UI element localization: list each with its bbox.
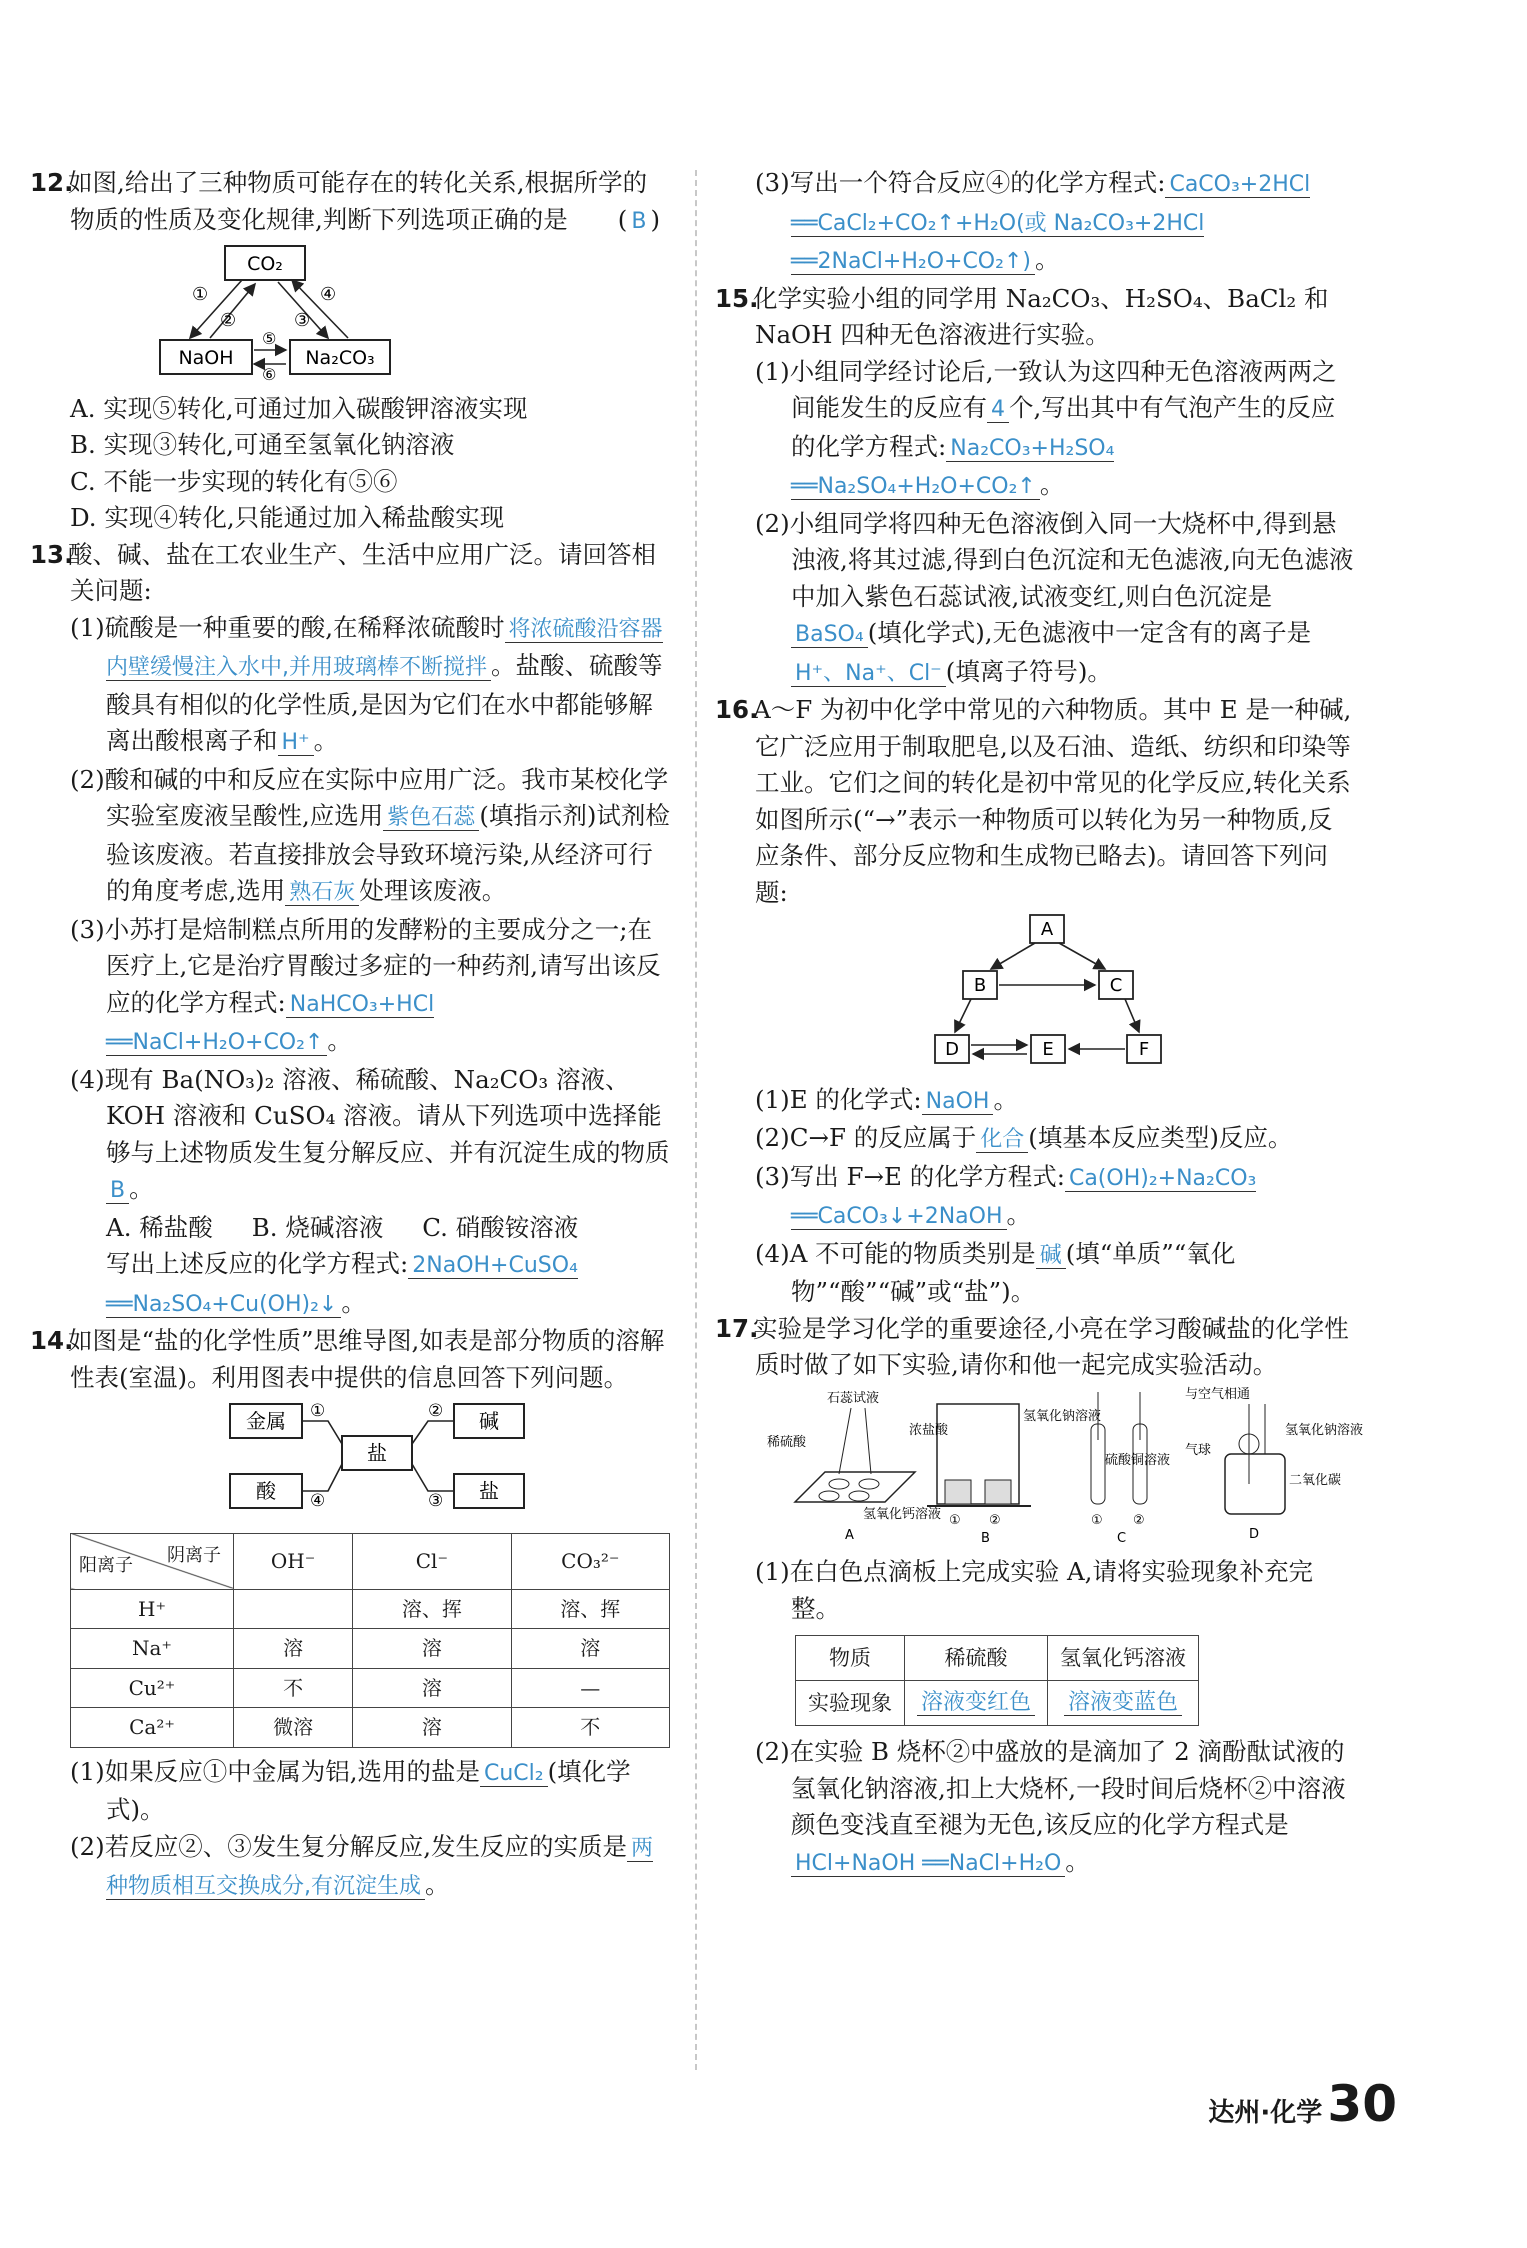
label-3: ③ [428,1491,444,1511]
part-2-text-c: (填离子符号)。 [945,656,1112,686]
question-number: 15. [715,283,759,313]
answer-2: BaSO₄ [791,622,868,648]
answer-1: NaOH [922,1089,994,1115]
option-a: A. 实现⑤转化,可通过加入碳酸钾溶液实现 [70,393,528,423]
litmus-label: 石蕊试液 [827,1390,880,1406]
header-cl: Cl⁻ [353,1533,511,1589]
answer-caoh: 溶液变蓝色 [1064,1690,1182,1716]
co2-label: 二氧化碳 [1289,1472,1342,1488]
punct: 。 [313,726,339,755]
part-1-text: (1)E 的化学式: [755,1084,922,1114]
question-17 [715,1311,1364,1883]
label-c: C [1117,1530,1127,1546]
cell: 不 [511,1708,669,1748]
phenomenon-table [795,1635,1199,1726]
question-number: 13. [30,539,74,569]
question-16 [715,692,1355,1311]
answer-3: CaCO₃+2HCl ══CaCl₂+CO₂↑+H₂O(或 Na₂CO₃+2HCl ══2NaCl+H₂O+CO₂↑) [791,172,1311,274]
label-3: ③ [294,310,311,331]
experiment-a [767,1390,941,1543]
balloon-label: 气球 [1185,1442,1212,1458]
option-b: B. 实现③转化,可通至氢氧化钠溶液 [70,430,455,459]
answer-1b: Na₂CO₃+H₂SO₄ ══Na₂SO₄+H₂O+CO₂↑ [791,435,1115,499]
tube-1: ① [1091,1512,1103,1528]
part-1-text-b: 个,写出其中有气泡产生的反应的化学方程式: [791,393,1336,461]
arrow-c-f [1125,999,1139,1032]
answer-3: NaHCO₃+HCl ══NaCl+H₂O+CO₂↑ [106,991,435,1055]
cuso4-label: 硫酸铜溶液 [1105,1452,1171,1468]
cell: 溶 [353,1668,511,1708]
part-1-text: (1)小组同学经讨论后,一致认为这四种无色溶液两两之间能发生的反应有 [755,356,1337,422]
header-caoh: 氢氧化钙溶液 [1048,1636,1199,1681]
cell: 溶、挥 [511,1589,669,1629]
option-d: D. 实现④转化,只能通过加入稀盐酸实现 [70,503,505,532]
question-14-continued [755,165,1355,281]
answer: B [631,208,647,234]
cell: 溶 [511,1629,669,1669]
answer-1: 4 [987,397,1009,423]
beaker-1: ① [949,1512,961,1528]
option-c: C. 不能一步实现的转化有⑤⑥ [70,466,398,496]
footer-label: 达州·化学 [1208,2098,1323,2128]
label-1: ① [192,284,209,305]
answer-2b: 熟石灰 [285,880,359,906]
punct: 。 [1034,245,1060,274]
ion: Cu²⁺ [71,1668,234,1708]
label-5: ⑤ [262,329,277,348]
header-co3: CO₃²⁻ [511,1533,669,1589]
answer-2: 化合 [976,1127,1028,1153]
part-4-text: (4)现有 Ba(NO₃)₂ 溶液、稀硫酸、Na₂CO₃ 溶液、KOH 溶液和 CuSO₄ 溶液。请从下列选项中选择能够与上述物质发生复分解反应、并有沉淀生成的物质 [70,1064,670,1167]
experiment-c [1091,1392,1170,1546]
node-c: C [1109,975,1123,996]
answer-acid: 溶液变红色 [917,1690,1035,1716]
question-stem: A～F 为初中化学中常见的六种物质。其中 E 是一种碱,它广泛应用于制取肥皂,以及石油、造纸、纺织和印染等工业。它们之间的转化是初中常见的化学反应,转化关系如图所示(“→”表示一种物质可以转化为另一种物质,反应条件、部分反应物和生成物已略去)。请回答下列问题: [753,695,1352,907]
node-f: F [1138,1039,1150,1060]
answer-1: CuCl₂ [480,1761,548,1787]
question-number: 14. [30,1326,74,1355]
header-oh: OH⁻ [234,1533,353,1589]
conversion-diagram-af [755,911,1355,1071]
table-row [71,1589,670,1629]
answer-4b: 2NaOH+CuSO₄ ══Na₂SO₄+Cu(OH)₂↓ [106,1253,578,1317]
label-4: ④ [310,1491,326,1511]
node-e: E [1042,1039,1054,1060]
table-row [71,1708,670,1748]
corner-bottom: 阳离子 [79,1555,133,1576]
label-b: B [981,1530,990,1546]
row-phenomenon: 实验现象 [796,1681,905,1726]
part-4-text: (4)A 不可能的物质类别是 [755,1238,1036,1268]
na2co3-label: Na₂CO₃ [305,347,375,369]
answer-4: 碱 [1036,1243,1066,1269]
cell: 溶 [353,1708,511,1748]
arrow-b-d [955,999,971,1032]
right-column [715,165,1364,1882]
label-2: ② [428,1401,444,1421]
part-1-text-b: 。盐酸、硫酸等酸具有相似的化学性质,是因为它们在水中都能够解离出酸根离子和 [106,651,663,755]
cell: 溶、挥 [353,1589,511,1629]
punct: 。 [341,1287,366,1317]
header-substance: 物质 [796,1636,905,1681]
acid-label: 酸 [256,1479,276,1503]
option-a: A. 稀盐酸 [106,1212,213,1242]
question-number: 17. [715,1313,759,1343]
salt-mind-map [70,1396,670,1516]
solubility-table [70,1533,670,1748]
part-2-text: (2)若反应②、③发生复分解反应,发生反应的实质是 [70,1831,627,1861]
arrow-a-b [991,943,1035,969]
punct: 。 [1039,470,1065,499]
page-footer [1208,2075,1397,2133]
option-c: C. 硝酸铵溶液 [422,1212,579,1242]
link-3 [412,1464,454,1491]
part-2-text-c: 处理该废液。 [359,876,507,905]
answer-1b: H⁺ [278,730,314,756]
left-column [30,165,670,1906]
part-1-text: (1)在白色点滴板上完成实验 A,请将实验现象补充完整。 [755,1557,1313,1623]
node-a: A [1040,919,1054,940]
label-6: ⑥ [262,365,277,384]
naoh-label: NaOH [178,347,234,369]
part-4-text-c: 写出上述反应的化学方程式: [106,1249,409,1278]
label-d: D [1249,1526,1260,1542]
part-2-text-b: (填化学式),无色滤液中一定含有的离子是 [867,618,1312,647]
table-row [71,1668,670,1708]
part-2-text: (2)小组同学将四种无色溶液倒入同一大烧杯中,得到悬浊液,将其过滤,得到白色沉淀和无色滤液,向无色滤液中加入紫色石蕊试液,试液变红,则白色沉淀是 [755,508,1354,611]
experiment-d [1185,1386,1363,1542]
link-2 [412,1421,454,1444]
cell: 不 [234,1668,353,1708]
part-2-text: (2)在实验 B 烧杯②中盛放的是滴加了 2 滴酚酞试液的氢氧化钠溶液,扣上大烧杯,一段时间后烧杯②中溶液颜色变浅直至褪为无色,该反应的化学方程式是 [755,1737,1346,1839]
naoh-b-label: 氢氧化钠溶液 [1023,1408,1102,1424]
part-2-text-b: (填基本反应类型)反应。 [1028,1123,1293,1152]
question-stem: 如图,给出了三种物质可能存在的转化关系,根据所学的物质的性质及变化规律,判断下列选项正确的是 [68,168,648,234]
cell: 微溶 [234,1708,353,1748]
ion: Na⁺ [71,1629,234,1669]
label-a: A [845,1527,854,1543]
experiment-figure [755,1384,1364,1546]
salt-label: 盐 [479,1479,499,1503]
cell [234,1589,353,1629]
cell: 溶 [353,1629,511,1669]
tube-2: ② [1133,1512,1145,1528]
conversion-diagram [70,240,670,384]
answer-3: Ca(OH)₂+Na₂CO₃ ══CaCO₃↓+2NaOH [791,1165,1257,1229]
link-1 [302,1421,342,1444]
node-d: D [945,1039,959,1060]
header-acid: 稀硫酸 [905,1636,1048,1681]
punct: 。 [993,1084,1018,1114]
question-stem: 如图是“盐的化学性质”思维导图,如表是部分物质的溶解性表(室温)。利用图表中提供的信息回答下列问题。 [68,1326,665,1392]
column-divider [695,170,697,2070]
part-2-text-b: (填指示剂)试剂检验该废液。若直接排放会导致环境污染,从经济可行的角度考虑,选用 [106,801,670,905]
punct: 。 [327,1026,352,1055]
question-stem: 酸、碱、盐在工农业生产、生活中应用广泛。请回答相关问题: [68,539,656,605]
naoh-d-label: 氢氧化钠溶液 [1285,1422,1364,1438]
punct: 。 [1065,1846,1090,1876]
question-14 [30,1323,670,1906]
page-number: 30 [1327,2075,1397,2133]
question-number: 12. [30,168,74,197]
option-b: B. 烧碱溶液 [251,1212,384,1242]
cell: — [511,1668,669,1708]
node-b: B [973,975,987,996]
part-4-text-b: (填“单质”“氧化物”“酸”“碱”或“盐”)。 [791,1238,1236,1306]
label-2: ② [220,310,237,331]
part-2-text: (2)酸和碱的中和反应在实际中应用广泛。我市某校化学实验室废液呈酸性,应选用 [70,764,669,830]
ion: H⁺ [71,1589,234,1629]
metal-label: 金属 [246,1409,286,1433]
part-1-text-b: (填化学式)。 [106,1756,631,1824]
answer-1: 将浓硫酸沿容器内壁缓慢注入水中,并用玻璃棒不断搅拌 [106,616,663,680]
corner-cell [71,1533,234,1589]
conc-hcl-label: 浓盐酸 [909,1422,949,1438]
label-1: ① [310,1401,326,1421]
caoh-label: 氢氧化钙溶液 [863,1506,942,1522]
question-stem: 实验是学习化学的重要途径,小亮在学习酸碱盐的化学性质时做了如下实验,请你和他一起完成实验活动。 [753,1313,1349,1379]
experiment-b [909,1404,1101,1546]
air-label: 与空气相通 [1185,1386,1251,1402]
part-2-text: (2)C→F 的反应属于 [755,1123,977,1152]
question-number: 16. [715,695,759,724]
question-15 [715,281,1355,693]
cell: 溶 [234,1629,353,1669]
link-4 [302,1464,342,1491]
part-3-text: (3)小苏打是焙制糕点所用的发酵粉的主要成分之一;在医疗上,它是治疗胃酸过多症的一种药剂,请写出该反应的化学方程式: [70,914,661,1017]
part-1-text: (1)如果反应①中金属为铝,选用的盐是 [70,1756,480,1786]
answer-2b: H⁺、Na⁺、Cl⁻ [791,661,946,687]
label-4: ④ [320,284,337,305]
beaker-2: ② [989,1512,1001,1528]
part-3-text: (3)写出一个符合反应④的化学方程式: [755,168,1166,197]
table-row [71,1629,670,1669]
question-13 [30,537,670,1324]
co2-label: CO₂ [247,253,283,275]
question-12: 12.如图,给出了三种物质可能存在的转化关系,根据所学的物质的性质及变化规律,判断下列选项正确的是 ( B ) CO₂ NaOH Na₂CO₃ ① ② ③ ④ ⑤ ⑥ A. 实现⑤转化,可通过加入碳酸钾溶液实现 B. 实现③转化,可通至氢氧化钠溶液 C. 不能一步实现的转化有⑤⑥ D. 实现④转化,只能通过加入稀盐酸实现 [70,165,670,537]
part-1-text: (1)硫酸是一种重要的酸,在稀释浓硫酸时 [70,612,505,642]
answer-2: 两种物质相互交换成分,有沉淀生成 [106,1835,654,1899]
base-label: 碱 [479,1409,499,1433]
corner-top: 阴离子 [167,1544,221,1566]
part-3-text: (3)写出 F→E 的化学方程式: [755,1161,1065,1191]
answer-2: HCl+NaOH ══NaCl+H₂O [791,1851,1065,1877]
answer-2: 紫色石蕊 [383,805,479,831]
ion: Ca²⁺ [71,1708,234,1748]
punct: 。 [425,1870,450,1899]
dilute-acid-label: 稀硫酸 [767,1434,807,1450]
salt-center-label: 盐 [367,1441,387,1465]
punct: 。 [129,1174,154,1203]
punct: 。 [1006,1200,1031,1229]
answer-4: B [106,1178,129,1204]
arrow-a-c [1059,943,1105,969]
question-stem: 化学实验小组的同学用 Na₂CO₃、H₂SO₄、BaCl₂ 和 NaOH 四种无色溶液进行实验。 [753,283,1329,349]
